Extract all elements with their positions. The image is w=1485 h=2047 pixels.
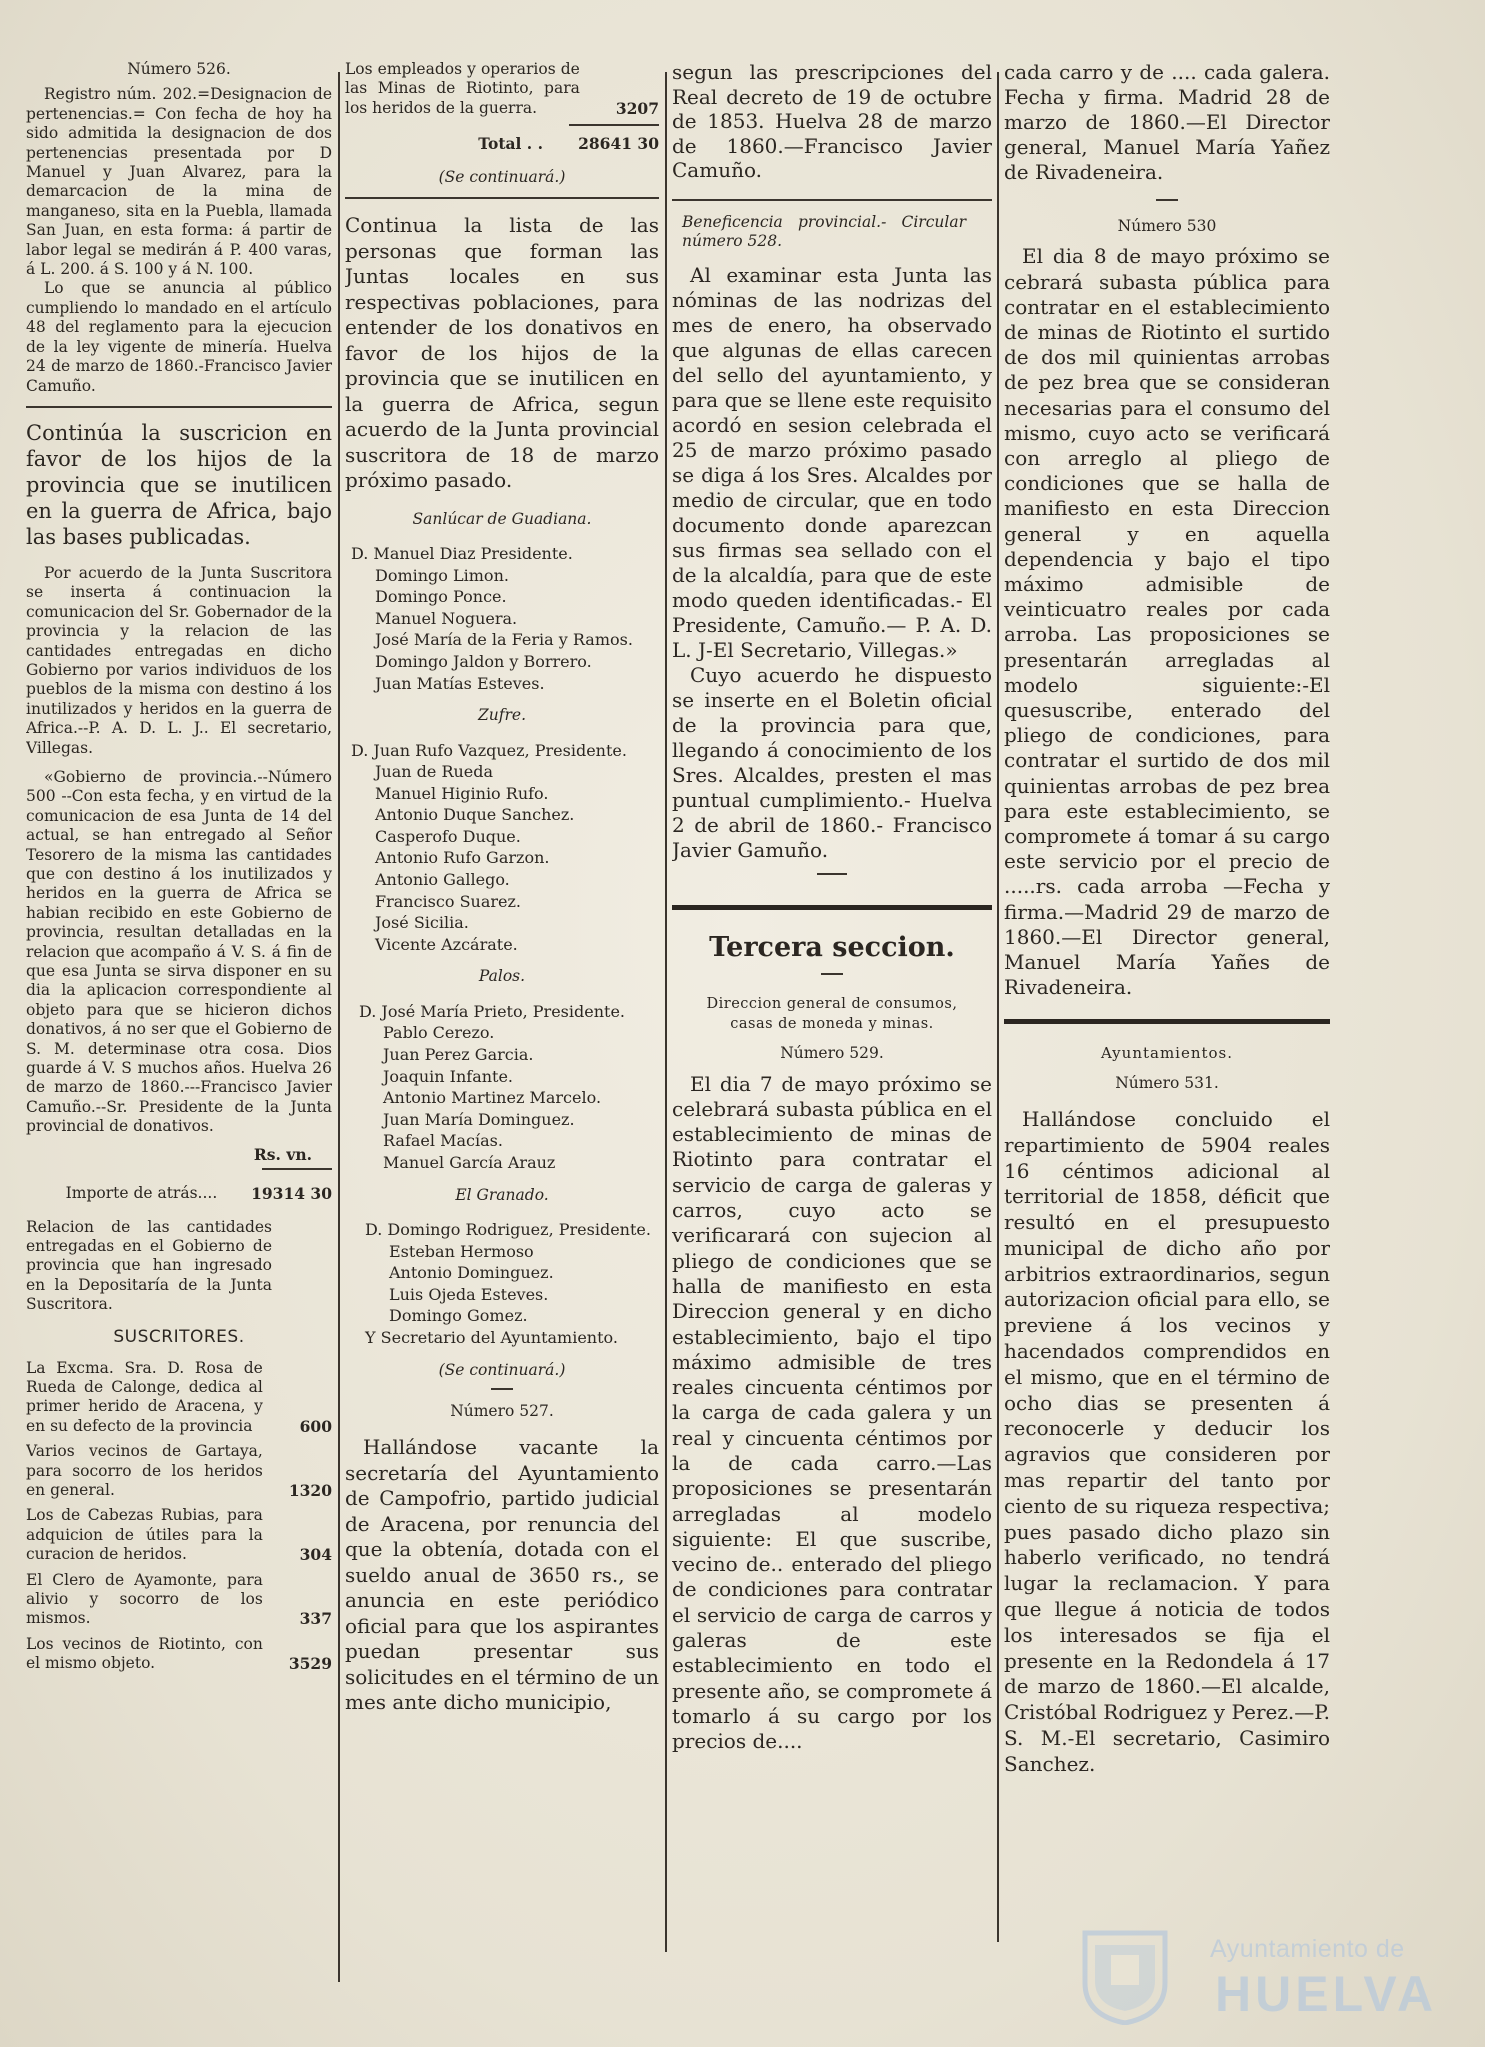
member-name: Luis Ojeda Esteves.: [389, 1284, 549, 1304]
total-label: Total . .: [478, 134, 543, 154]
importe-row: [26, 1184, 332, 1203]
donor-row: [26, 1359, 332, 1443]
town-title: Sanlúcar de Guadiana.: [412, 509, 592, 528]
town-title: Zufre.: [478, 706, 526, 725]
member-name: D. Domingo Rodriguez, Presidente.: [365, 1220, 651, 1239]
member-name: Antonio Gallego.: [375, 870, 510, 890]
watermark-city: HUELVA: [1215, 1966, 1438, 2022]
paragraph-junta: Por acuerdo de la Junta Suscritora se inserta á continuacion la comunicacion del Sr. Gobernador de la provincia y la relacion de las cantidades entregadas en dicho Gobierno por varios individuos de los pueblos de la misma con destino á los inutilizados y heridos en la guerra de Africa.--P. A. D. L. J.. El secretario, Villegas.: [26, 563, 332, 757]
members-list: [345, 1219, 659, 1349]
divider: [262, 1168, 332, 1170]
notice-526-text-2: Lo que se anuncia al público cumpliendo lo mandado en el artículo 48 del reglamento para la ejecucion de la ley vigente de minería. Huelva 24 de marzo de 1860.-Francisco Javier Camuño.: [26, 279, 332, 395]
donor-table: [26, 1359, 332, 1680]
divider: [345, 197, 659, 199]
notice-530-text: El dia 8 de mayo próximo se cebrará subasta pública para contratar en el establecimiento de minas de Riotinto el surtido de dos mil quinientas arrobas de pez brea que se consideran necesarias para el consumo del mismo, cuyo acto se verificará con arreglo al pliego de condiciones que se halla de manifiesto en esta Direccion general y en aquella dependencia y bajo el tipo máximo admisible de veinticuatro reales por cada arroba. Las proposiciones se presentarán arregladas al modelo siguiente:-El quesuscribe, enterado del pliego de condiciones, para contratar el surtido de dos mil quinientas arrobas de pez brea para este establecimiento, se compromete á tomar á su cargo este servicio por el precio de .....rs. cada arroba —Fecha y firma.—Madrid 29 de marzo de 1860.—El Director general, Manuel María Yañes de Rivadeneira.: [1004, 244, 1330, 1000]
rs-vn-label: Rs. vn.: [253, 1144, 312, 1164]
member-name: Casperofo Duque.: [375, 826, 521, 846]
member-name: Juan María Dominguez.: [383, 1109, 575, 1129]
divider: [821, 973, 843, 975]
member-name: Pablo Cerezo.: [383, 1023, 495, 1043]
notice-529-title: Número 529.: [780, 1044, 884, 1063]
member-name: Domingo Ponce.: [375, 587, 507, 607]
donor-row: [26, 1442, 332, 1506]
continuara-note: (Se continuará.): [438, 1360, 566, 1379]
divider: [569, 124, 659, 126]
direccion-title: Direccion general de consumos, casas de moneda y minas.: [706, 996, 958, 1032]
importe-value: 19314 30: [251, 1184, 332, 1204]
donor-text: Varios vecinos de Gartaya, para socorro de los heridos en general.: [26, 1442, 263, 1499]
member-name: Domingo Gomez.: [389, 1306, 528, 1326]
beneficencia-text: Al examinar esta Junta las nóminas de las nodrizas del mes de enero, ha observado que algunas de ellas carecen del sello del ayuntamiento, y para que se llene este requisito acordó en sesion celebrada el 25 de marzo próximo pasado se diga á los Sres. Alcaldes por medio de circular, que en todo documento donde aparezcan sus firmas sea sellado con el de la alcaldía, para que de este modo queden identificadas.- El Presidente, Camuño.— P. A. D. L. J-El Secretario, Villegas.»: [672, 263, 992, 663]
donor-text: Los vecinos de Riotinto, con el mismo objeto.: [26, 1634, 263, 1673]
total-value: 28641 30: [578, 134, 659, 154]
donor-row: [26, 1506, 332, 1570]
section-rule: [1004, 1019, 1330, 1024]
riotinto-amount: 3207: [615, 98, 659, 118]
donor-amount: 337: [299, 1609, 332, 1629]
donor-text: El Clero de Ayamonte, para alivio y socorro de los mismos.: [26, 1570, 263, 1628]
suscritores-title: SUSCRITORES.: [113, 1326, 245, 1347]
column-1: [26, 60, 332, 1680]
member-name: Domingo Jaldon y Borrero.: [375, 651, 592, 671]
continuara-note: (Se continuará.): [438, 167, 566, 186]
member-name: Juan Matías Esteves.: [375, 673, 545, 693]
notice-527-continued: segun las prescripciones del Real decreto de 19 de octubre de 1853. Huelva 28 de marzo de 1860.—Francisco Javier Camuño.: [672, 60, 992, 182]
column-rule: [665, 72, 667, 1952]
member-name: Domingo Limon.: [375, 565, 509, 585]
member-name: Antonio Duque Sanchez.: [375, 805, 575, 825]
watermark-title: Ayuntamiento de: [1210, 1935, 1405, 1963]
ayuntamientos-title: Ayuntamientos.: [1100, 1043, 1234, 1062]
riotinto-text: Los empleados y operarios de las Minas de Riotinto, para los heridos de la guerra.: [345, 60, 580, 117]
beneficencia-text-2: Cuyo acuerdo he dispuesto se inserte en el Boletin oficial de la provincia para que, llegando á conocimiento de los Sres. Alcaldes, presten el mas puntual cumplimiento.- Huelva 2 de abril de 1860.- Francisco Javier Gamuño.: [672, 663, 992, 863]
donor-text: Los de Cabezas Rubias, para adquicion de útiles para la curacion de heridos.: [26, 1506, 263, 1564]
column-4: [1004, 60, 1330, 1778]
notice-526-title: Número 526.: [127, 60, 231, 78]
beneficencia-title: Beneficencia provincial.- Circular número 528.: [682, 212, 966, 250]
member-name: Juan de Rueda: [375, 762, 494, 782]
donor-amount: 3529: [288, 1654, 332, 1674]
notice-529-continued: cada carro y de .... cada galera. Fecha y firma. Madrid 28 de marzo de 1860.—El Director general, Manuel María Yañez de Rivadeneira.: [1004, 60, 1330, 184]
member-name: Vicente Azcárate.: [375, 934, 518, 954]
members-list: [345, 740, 659, 956]
members-list: [345, 543, 659, 694]
relacion-text: Relacion de las cantidades entregadas en el Gobierno de provincia que han ingresado en la Depositaría de la Junta Suscritora.: [26, 1217, 272, 1314]
column-rule: [338, 72, 340, 1982]
member-name: Manuel Higinio Rufo.: [375, 783, 549, 803]
member-name: Rafael Macías.: [383, 1131, 503, 1151]
section-rule: [672, 905, 992, 910]
divider: [672, 199, 992, 201]
member-name: Joaquin Infante.: [383, 1066, 514, 1086]
notice-527-title: Número 527.: [450, 1401, 554, 1420]
member-name: Esteban Hermoso: [389, 1241, 534, 1261]
notice-531-text: Hallándose concluido el repartimiento de 5904 reales 16 céntimos adicional al territorial de 1858, déficit que resultó en el presupuesto municipal de dicho año por arbitrios extraordinarios, segun autorizacion oficial para ello, se previene á los vecinos y hacendados comprendidos en el mismo, que en el término de ocho dias se presenten á reconocerle y deducir los agravios que consideren por mas repartir del tanto por ciento de su riqueza respectiva; pues pasado dicho plazo sin haberlo verificado, no tendrá lugar la reclamacion. Y para que llegue á noticia de todos los interesados se fija el presente en la Redondela á 17 de marzo de 1860.—El alcalde, Cristóbal Rodriguez y Perez.—P. S. M.-El secretario, Casimiro Sanchez.: [1004, 1106, 1330, 1776]
member-name: José Sicilia.: [375, 913, 469, 933]
donor-amount: 600: [299, 1416, 332, 1436]
town-title: Palos.: [478, 967, 526, 986]
member-name: D. José María Prieto, Presidente.: [359, 1001, 625, 1021]
notice-526-text: Registro núm. 202.=Designacion de pertenencias.= Con fecha de hoy ha sido admitida la designacion de dos pertenencias presentada por D Manuel y Juan Alvarez, para la demarcacion de la mina de manganeso, sita en la Puebla, llamada San Juan, en esta forma: á partir de labor legal se medirán á P. 400 varas, á L. 200. á S. 100 y á N. 100.: [26, 85, 332, 279]
riotinto-row: [345, 60, 659, 118]
divider: [817, 873, 847, 875]
member-name: Antonio Martinez Marcelo.: [383, 1088, 602, 1108]
donor-amount: 304: [299, 1545, 332, 1565]
continua-paragraph: Continua la lista de las personas que forman las Juntas locales en sus respectivas poblaciones, para entender de los donativos en favor de los hijos de la provincia que se inutilicen en la guerra de Africa, segun acuerdo de la Junta provincial suscritora de 18 de marzo próximo pasado.: [345, 213, 659, 493]
member-name: D. Juan Rufo Vazquez, Presidente.: [351, 740, 627, 760]
donor-row: [26, 1635, 332, 1680]
divider: [491, 1388, 513, 1390]
notice-529-text: El dia 7 de mayo próximo se celebrará subasta pública en el establecimiento de minas de Riotinto para contratar el servicio de carga de galeras y carros, cuyo acto se verificarará con sujecion al pliego de condiciones que se halla de manifiesto en esta Direccion general y en dicho establecimiento, bajo el tipo máximo admisible de tres reales cincuenta céntimos por la carga de cada galera y un real y cincuenta céntimos por la de cada carro.—Las proposiciones se presentarán arregladas al modelo siguiente: El que suscribe, vecino de.. enterado del pliego de condiciones para contratar el servicio de carga de carros y galeras de este establecimiento en todo el presente año, se compromete á tomarlo á su cargo por los precios de....: [672, 1071, 992, 1754]
member-name: Manuel Noguera.: [375, 608, 518, 628]
paragraph-gobierno: «Gobierno de provincia.--Número 500 --Con esta fecha, y en virtud de la comunicacion de esa Junta de 14 del actual, se han entregado al Señor Tesorero de la misma las cantidades que con destino á los inutilizados y heridos en la guerra de Africa se habian recibido en este Gobierno de provincia, resultan detalladas en la relacion que acompaño á V. S. á fin de que esa Junta se sirva disponer en su dia la aplicacion correspondiente al objeto para que se hicieron dichos donativos, á no ser que el Gobierno de S. M. determinase otra cosa. Dios guarde á V. S muchos años. Huelva 26 de marzo de 1860.---Francisco Javier Camuño.--Sr. Presidente de la Junta provincial de donativos.: [26, 767, 332, 1136]
total-row: [345, 134, 659, 153]
donor-amount: 1320: [288, 1480, 332, 1500]
member-name: José María de la Feria y Ramos.: [375, 630, 633, 650]
column-2: [345, 60, 659, 1716]
member-name: Juan Perez Garcia.: [383, 1045, 534, 1065]
notice-527-text: Hallándose vacante la secretaría del Ayuntamiento de Campofrio, partido judicial de Aracena, por renuncia del que la obtenía, dotada con el sueldo anual de 3650 rs., se anuncia en este periódico oficial para que los aspirantes puedan presentar sus solicitudes en el término de un mes ante dicho municipio,: [345, 1435, 659, 1715]
member-name: Y Secretario del Ayuntamiento.: [365, 1327, 618, 1347]
member-name: Manuel García Arauz: [383, 1153, 556, 1172]
importe-label: Importe de atrás....: [65, 1184, 218, 1203]
notice-531-title: Número 531.: [1115, 1073, 1219, 1092]
section-heading: Continúa la suscricion en favor de los hijos de la provincia que se inutilicen en la guerra de Africa, bajo las bases publicadas.: [26, 420, 332, 549]
members-list: [345, 1001, 659, 1174]
divider: [26, 406, 332, 408]
donor-text: La Excma. Sra. D. Rosa de Rueda de Calonge, dedica al primer herido de Aracena, y en su defecto de la provincia: [26, 1358, 263, 1435]
column-3: [672, 60, 992, 1755]
member-name: Francisco Suarez.: [375, 891, 521, 911]
member-name: Antonio Dominguez.: [389, 1263, 554, 1283]
town-title: El Granado.: [455, 1185, 549, 1204]
coat-of-arms-icon: [1075, 1925, 1185, 2025]
notice-530-title: Número 530: [1117, 217, 1217, 235]
divider: [1156, 199, 1178, 201]
member-name: D. Manuel Diaz Presidente.: [351, 543, 573, 563]
watermark: [1075, 1925, 1475, 2035]
donor-row: [26, 1571, 332, 1635]
column-rule: [997, 72, 999, 1942]
member-name: Antonio Rufo Garzon.: [375, 848, 550, 868]
tercera-seccion-title: Tercera seccion.: [709, 932, 955, 964]
